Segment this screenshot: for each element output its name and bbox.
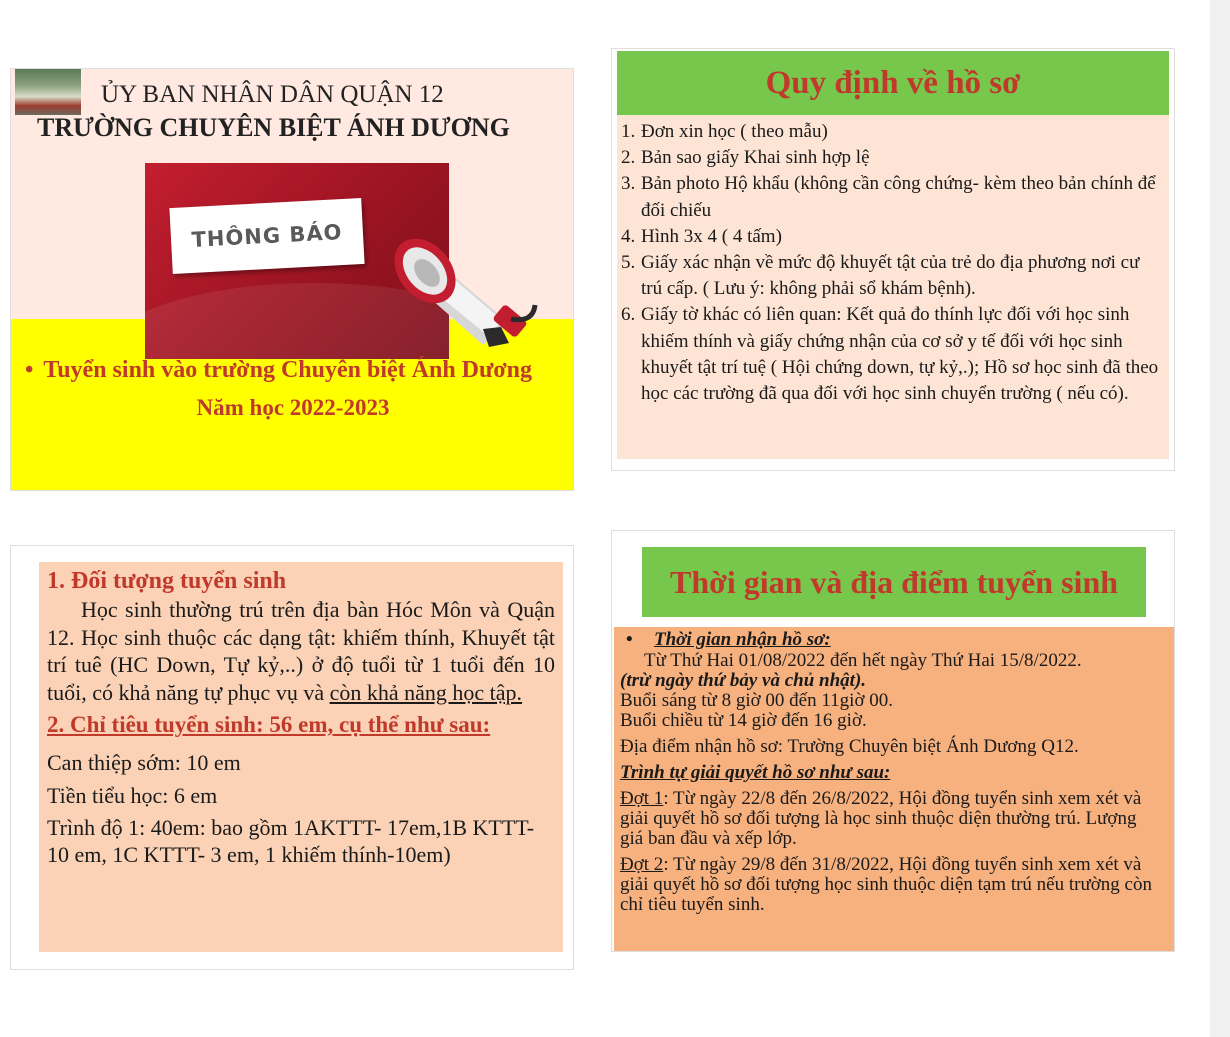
target-heading: 1. Đối tượng tuyển sinh (47, 568, 287, 594)
afternoon-hours: Buổi chiều từ 14 giờ đến 16 giờ. (620, 710, 867, 731)
admission-target-area (39, 562, 563, 952)
admission-target-panel (10, 545, 574, 970)
schedule-title: Thời gian và địa điểm tuyển sinh (669, 563, 1119, 600)
schedule-content (614, 627, 1174, 951)
quota-line: Can thiệp sớm: 10 em (47, 750, 241, 775)
notice-label-box (169, 198, 364, 274)
receive-time-title: • Thời gian nhận hồ sơ: (620, 629, 1164, 651)
school-logo (15, 69, 81, 115)
documents-list-area (617, 115, 1169, 459)
list-item: 1. Đơn xin học ( theo mẫu) (621, 121, 828, 142)
admission-line: • Tuyển sinh vào trường Chuyên biệt Ánh Dương (25, 357, 533, 383)
quota-line: Trình độ 1: 40em: bao gồm 1AKTTT- 17em,1B KTTT-10 em, 1C KTTT- 3 em, 1 khiếm thính-10em) (47, 815, 535, 867)
schedule-panel (611, 530, 1175, 952)
list-item: 2. Bản sao giấy Khai sinh hợp lệ (621, 147, 870, 169)
documents-list (621, 119, 1163, 407)
school-name: TRƯỜNG CHUYÊN BIỆT ÁNH DƯƠNG (37, 113, 510, 142)
documents-title-bar (617, 51, 1169, 115)
round-2: Đợt 2: Từ ngày 29/8 đến 31/8/2022, Hội đồng tuyển sinh xem xét và giải quyết hồ sơ đối tượng học sinh thuộc diện tạm trú nếu trường còn chỉ tiêu tuyển sinh. (620, 854, 1152, 915)
bullet-icon: • (626, 629, 633, 650)
documents-panel (611, 48, 1175, 471)
announcement-panel (10, 68, 574, 491)
target-description: Học sinh thường trú trên địa bàn Hóc Môn và Quận 12. Học sinh thuộc các dạng tật: khiếm thính, Khuyết tật trí tuê (HC Down, Tự kỷ,..) ở độ tuổi từ 1 tuổi đến 10 tuổi, có khả năng tự phục vụ và còn khả năng học tập. (47, 597, 555, 705)
morning-hours: Buổi sáng từ 8 giờ 00 đến 11giờ 00. (620, 690, 893, 711)
government-name: ỦY BAN NHÂN DÂN QUẬN 12 (101, 81, 444, 108)
list-item: 4. Hình 3x 4 ( 4 tấm) (621, 225, 782, 247)
exclusion-note: (trừ ngày thứ bảy và chủ nhật). (620, 670, 867, 691)
list-item: 5. Giấy xác nhận về mức độ khuyết tật của trẻ do địa phương nơi cư trú cấp. ( Lưu ý: không phải sổ khám bệnh). (621, 252, 1140, 300)
round-1: Đợt 1: Từ ngày 22/8 đến 26/8/2022, Hội đồng tuyển sinh xem xét và giải quyết hồ sơ đối tượng là học sinh thuộc diện thường trú. Lượng giá ban đầu và xếp lớp. (620, 788, 1142, 849)
quota-line: Tiền tiểu học: 6 em (47, 783, 218, 808)
quota-heading: 2. Chỉ tiêu tuyển sinh: 56 em, cụ thể như sau: (47, 712, 491, 737)
location: Địa điểm nhận hồ sơ: Trường Chuyên biệt Ánh Dương Q12. (620, 736, 1079, 757)
list-item: 6. Giấy tờ khác có liên quan: Kết quả đo thính lực đối với học sinh khiếm thính và giấy chứng nhận của cơ sở y tế đối với học sinh khuyết tật trí tuệ ( Hội chứng down, tự kỷ,.); Hồ sơ học sinh đã theo học các trường đã qua đối với học sinh chuyển trường ( nếu có). (621, 304, 1159, 405)
bullet-icon: • (25, 357, 34, 383)
scrollbar-track[interactable] (1210, 0, 1230, 1037)
megaphone-icon (391, 219, 551, 349)
receive-period: Từ Thứ Hai 01/08/2022 đến hết ngày Thứ Hai 15/8/2022. (644, 650, 1082, 671)
school-year: Năm học 2022-2023 (196, 395, 390, 420)
schedule-title-bar (642, 547, 1146, 617)
list-item: 3. Bản photo Hộ khẩu (không cần công chứng- kèm theo bản chính để đối chiếu (621, 173, 1156, 221)
documents-title: Quy định về hồ sơ (765, 64, 1021, 101)
process-title: Trình tự giải quyết hồ sơ như sau: (620, 762, 891, 783)
notice-label: THÔNG BÁO (190, 220, 344, 252)
